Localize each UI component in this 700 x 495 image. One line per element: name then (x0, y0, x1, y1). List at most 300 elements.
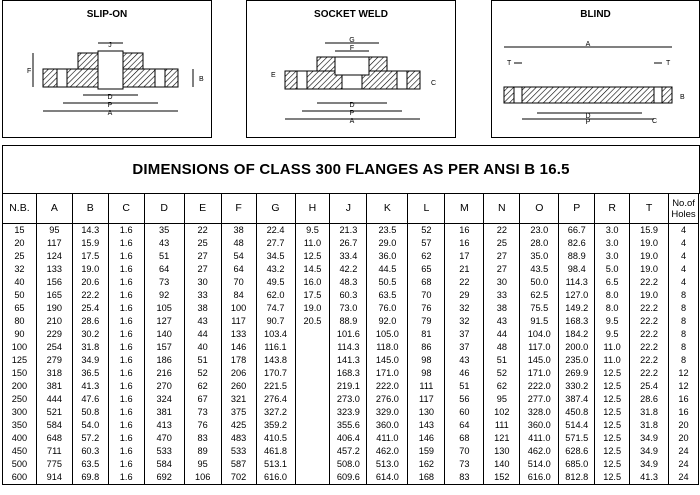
table-cell: 600 (3, 471, 37, 485)
socket-weld-title: SOCKET WELD (314, 9, 388, 20)
table-cell: 410.5 (256, 432, 295, 445)
table-cell: 127.0 (559, 289, 595, 302)
table-cell: 27.7 (256, 237, 295, 250)
table-cell: 168 (408, 471, 445, 485)
table-row (3, 445, 699, 458)
table-cell: 514.4 (559, 419, 595, 432)
table-cell: 37 (445, 341, 484, 354)
table-cell: 450 (3, 445, 37, 458)
table-cell: 83 (184, 432, 221, 445)
table-cell: 68 (408, 276, 445, 289)
table-cell: 19.0 (630, 263, 669, 276)
svg-text:B: B (199, 76, 204, 83)
table-cell: 914 (36, 471, 72, 485)
table-cell: 381 (36, 380, 72, 393)
table-cell: 254 (36, 341, 72, 354)
column-header: C (108, 194, 144, 224)
table-cell: 222.0 (367, 380, 408, 393)
table-cell: 279 (36, 354, 72, 367)
table-cell: 20.6 (72, 276, 108, 289)
column-header: M (445, 194, 484, 224)
table-cell: 117 (408, 393, 445, 406)
table-cell: 80 (3, 315, 37, 328)
table-cell: 40 (184, 341, 221, 354)
table-cell: 27 (484, 250, 520, 263)
socket-weld-diagram (246, 0, 456, 138)
table-cell: 75.5 (520, 302, 559, 315)
table-cell: 8.0 (595, 289, 630, 302)
table-cell: 90 (3, 328, 37, 341)
table-cell: 32 (445, 302, 484, 315)
table-cell: 40 (3, 276, 37, 289)
blind-diagram (491, 0, 700, 138)
slip-on-title: SLIP-ON (86, 9, 128, 20)
table-cell: 324 (144, 393, 184, 406)
table-cell: 73 (184, 406, 221, 419)
table-cell: 276.0 (367, 393, 408, 406)
table-cell: 70 (221, 276, 256, 289)
table-cell: 219.1 (330, 380, 367, 393)
column-header: T (630, 194, 669, 224)
table-cell: 62.5 (520, 289, 559, 302)
table-cell: 616.0 (256, 471, 295, 485)
table-cell: 29.0 (367, 237, 408, 250)
column-header: D (144, 194, 184, 224)
table-cell: 54.0 (72, 419, 108, 432)
svg-text:A: A (349, 118, 355, 125)
table-cell: 9.5 (595, 315, 630, 328)
table-cell: 521 (36, 406, 72, 419)
svg-text:E: E (271, 72, 276, 79)
table-cell: 36.0 (367, 250, 408, 263)
table-cell: 1.6 (108, 289, 144, 302)
table-cell: 125 (3, 354, 37, 367)
table-cell: 16 (445, 224, 484, 238)
table-cell: 25.4 (630, 380, 669, 393)
table-row (3, 406, 699, 419)
table-cell: 1.6 (108, 250, 144, 263)
table-cell: 8 (669, 315, 699, 328)
table-row (3, 393, 699, 406)
table-cell: 74.7 (256, 302, 295, 315)
table-cell: 190 (36, 302, 72, 315)
table-cell: 52 (484, 367, 520, 380)
table-cell: 4 (669, 250, 699, 263)
table-cell: 514.0 (520, 458, 559, 471)
table-cell: 38 (221, 224, 256, 238)
table-cell: 82.6 (559, 237, 595, 250)
table-cell: 21 (445, 263, 484, 276)
table-cell: 17 (445, 250, 484, 263)
column-header: N (484, 194, 520, 224)
table-cell: 330.2 (559, 380, 595, 393)
table-cell: 616.0 (520, 471, 559, 485)
table-cell: 98.4 (559, 263, 595, 276)
table-cell: 12.5 (595, 393, 630, 406)
table-cell: 22.2 (630, 328, 669, 341)
svg-text:T: T (666, 60, 671, 67)
table-cell: 57 (408, 237, 445, 250)
table-cell: 11.0 (595, 354, 630, 367)
table-cell: 30.2 (72, 328, 108, 341)
svg-text:A: A (585, 41, 591, 48)
table-cell: 15.9 (630, 224, 669, 238)
table-cell: 12.5 (595, 367, 630, 380)
table-cell: 8 (669, 289, 699, 302)
column-header: F (221, 194, 256, 224)
table-cell: 16 (445, 237, 484, 250)
table-cell: 21.3 (330, 224, 367, 238)
table-cell: 22.2 (630, 276, 669, 289)
table-cell: 406.4 (330, 432, 367, 445)
table-cell: 1.6 (108, 445, 144, 458)
table-cell: 79 (408, 315, 445, 328)
table-cell: 51 (184, 354, 221, 367)
table-cell: 4 (669, 263, 699, 276)
table-cell: 8 (669, 328, 699, 341)
table-cell: 400 (3, 432, 37, 445)
table-cell: 121 (484, 432, 520, 445)
table-cell: 685.0 (559, 458, 595, 471)
svg-text:G: G (349, 37, 355, 44)
table-cell: 159 (408, 445, 445, 458)
table-cell: 43 (144, 237, 184, 250)
table-cell: 24 (669, 471, 699, 485)
table-cell: 100 (221, 302, 256, 315)
table-cell: 1.6 (108, 393, 144, 406)
table-cell: 12.5 (595, 380, 630, 393)
table-cell: 102 (484, 406, 520, 419)
table-cell: 51 (144, 250, 184, 263)
table-cell: 41.3 (630, 471, 669, 485)
table-cell: 76.0 (367, 302, 408, 315)
table-cell: 37 (445, 328, 484, 341)
svg-text:D: D (349, 102, 355, 109)
table-cell: 90.7 (256, 315, 295, 328)
table-cell: 146 (408, 432, 445, 445)
table-cell: 68 (445, 432, 484, 445)
table-cell: 86 (408, 341, 445, 354)
table-cell: 222.0 (520, 380, 559, 393)
table-cell: 381 (144, 406, 184, 419)
table-cell: 157 (144, 341, 184, 354)
table-cell: 411.0 (367, 432, 408, 445)
table-cell: 184.2 (559, 328, 595, 341)
column-header: O (520, 194, 559, 224)
table-cell: 36.5 (72, 367, 108, 380)
table-cell: 648 (36, 432, 72, 445)
column-header: J (330, 194, 367, 224)
table-cell: 9.5 (295, 224, 330, 238)
svg-text:C: C (431, 80, 437, 87)
table-cell (295, 432, 330, 445)
column-header: H (295, 194, 330, 224)
table-cell (295, 380, 330, 393)
table-row (3, 328, 699, 341)
table-cell (295, 328, 330, 341)
table-cell: 11.0 (295, 237, 330, 250)
table-cell: 60 (445, 406, 484, 419)
table-cell: 1.6 (108, 237, 144, 250)
table-cell: 533 (221, 445, 256, 458)
table-cell: 25 (484, 237, 520, 250)
table-cell: 48 (221, 237, 256, 250)
table-cell: 32 (445, 315, 484, 328)
table-cell: 25 (3, 250, 37, 263)
table-cell: 83 (445, 471, 484, 485)
table-cell: 65 (3, 302, 37, 315)
table-row (3, 315, 699, 328)
table-cell: 34.9 (72, 354, 108, 367)
table-cell: 375 (221, 406, 256, 419)
table-cell (295, 406, 330, 419)
table-cell: 46 (445, 367, 484, 380)
table-cell: 276.4 (256, 393, 295, 406)
table-cell: 64 (144, 263, 184, 276)
table-cell: 92 (144, 289, 184, 302)
table-cell: 450.8 (559, 406, 595, 419)
table-cell: 51 (484, 354, 520, 367)
table-cell: 321 (221, 393, 256, 406)
table-cell: 1.6 (108, 406, 144, 419)
table-cell: 1.6 (108, 419, 144, 432)
table-cell: 19.0 (630, 250, 669, 263)
table-row (3, 354, 699, 367)
table-cell: 483 (221, 432, 256, 445)
table-cell: 17.5 (295, 289, 330, 302)
table-row (3, 276, 699, 289)
table-cell: 327.2 (256, 406, 295, 419)
table-cell: 178 (221, 354, 256, 367)
table-cell: 92.0 (367, 315, 408, 328)
table-cell: 65 (408, 263, 445, 276)
table-cell: 69.8 (72, 471, 108, 485)
table-cell: 73 (144, 276, 184, 289)
flange-diagrams (0, 0, 700, 140)
table-cell: 628.6 (559, 445, 595, 458)
table-cell: 56 (445, 393, 484, 406)
table-cell: 186 (144, 354, 184, 367)
table-cell: 20 (3, 237, 37, 250)
table-cell: 32 (3, 263, 37, 276)
table-cell: 95 (184, 458, 221, 471)
table-cell: 143 (408, 419, 445, 432)
table-cell: 133 (221, 328, 256, 341)
table-title: DIMENSIONS OF CLASS 300 FLANGES AS PER ANSI B 16.5 (2, 145, 700, 194)
table-cell: 359.2 (256, 419, 295, 432)
table-cell: 22.2 (630, 341, 669, 354)
table-cell: 27 (484, 263, 520, 276)
table-cell (295, 354, 330, 367)
table-cell: 62 (184, 380, 221, 393)
table-cell: 73 (445, 458, 484, 471)
table-cell: 22.4 (256, 224, 295, 238)
table-row (3, 289, 699, 302)
table-cell: 360.0 (367, 419, 408, 432)
table-cell: 30 (184, 276, 221, 289)
table-cell: 323.9 (330, 406, 367, 419)
table-cell: 22 (184, 224, 221, 238)
table-cell (295, 471, 330, 485)
table-cell: 28.6 (72, 315, 108, 328)
table-cell: 812.8 (559, 471, 595, 485)
table-cell: 116.1 (256, 341, 295, 354)
table-cell: 50.5 (367, 276, 408, 289)
table-cell (295, 367, 330, 380)
table-cell: 23.5 (367, 224, 408, 238)
table-cell: 229 (36, 328, 72, 341)
svg-text:B: B (680, 94, 685, 101)
table-cell: 104.0 (520, 328, 559, 341)
table-cell: 22.2 (630, 367, 669, 380)
table-cell (295, 393, 330, 406)
table-cell: 81 (408, 328, 445, 341)
table-cell: 206 (221, 367, 256, 380)
table-cell: 127 (144, 315, 184, 328)
table-cell: 775 (36, 458, 72, 471)
table-cell: 444 (36, 393, 72, 406)
table-cell: 88.9 (330, 315, 367, 328)
blind-drawing (492, 1, 699, 137)
table-cell: 51 (445, 380, 484, 393)
table-cell: 149.2 (559, 302, 595, 315)
table-cell: 508.0 (330, 458, 367, 471)
table-cell: 14.3 (72, 224, 108, 238)
table-cell: 117 (221, 315, 256, 328)
table-cell: 20 (669, 432, 699, 445)
svg-text:T: T (507, 60, 512, 67)
table-cell: 33 (484, 289, 520, 302)
table-row (3, 302, 699, 315)
table-cell: 22.2 (630, 315, 669, 328)
svg-text:P: P (585, 119, 591, 126)
table-cell: 1.6 (108, 315, 144, 328)
table-cell (295, 445, 330, 458)
table-cell: 9.5 (595, 328, 630, 341)
table-cell: 63.5 (367, 289, 408, 302)
table-cell: 66.7 (559, 224, 595, 238)
column-header: E (184, 194, 221, 224)
table-cell: 29 (445, 289, 484, 302)
table-cell: 15.9 (72, 237, 108, 250)
table-cell: 12.5 (595, 419, 630, 432)
table-cell: 8 (669, 341, 699, 354)
table-cell: 328.0 (520, 406, 559, 419)
column-header: K (367, 194, 408, 224)
table-cell: 8.0 (595, 302, 630, 315)
table-cell: 100 (3, 341, 37, 354)
table-cell: 43.5 (520, 263, 559, 276)
table-cell: 150 (3, 367, 37, 380)
table-cell: 12.5 (595, 471, 630, 485)
table-cell: 130 (484, 445, 520, 458)
table-cell: 6.5 (595, 276, 630, 289)
table-cell: 114.3 (559, 276, 595, 289)
table-cell: 70 (408, 289, 445, 302)
table-cell: 16.0 (295, 276, 330, 289)
table-cell (295, 341, 330, 354)
table-cell: 200 (3, 380, 37, 393)
table-cell: 1.6 (108, 354, 144, 367)
table-cell: 22 (484, 224, 520, 238)
svg-text:P: P (107, 102, 113, 109)
table-cell: 28.0 (520, 237, 559, 250)
table-cell: 67 (184, 393, 221, 406)
table-cell: 269.9 (559, 367, 595, 380)
table-cell: 350 (3, 419, 37, 432)
table-cell: 273.0 (330, 393, 367, 406)
table-cell: 89 (184, 445, 221, 458)
table-cell: 52 (184, 367, 221, 380)
table-cell: 171.0 (520, 367, 559, 380)
table-cell: 462.0 (520, 445, 559, 458)
table-cell: 28.6 (630, 393, 669, 406)
table-row (3, 367, 699, 380)
dimensions-table (2, 193, 699, 485)
table-cell: 19.0 (630, 289, 669, 302)
table-cell: 609.6 (330, 471, 367, 485)
column-header: N.B. (3, 194, 37, 224)
table-cell: 210 (36, 315, 72, 328)
table-cell: 500 (3, 458, 37, 471)
table-cell: 60.3 (72, 445, 108, 458)
table-cell: 49.5 (256, 276, 295, 289)
table-cell: 105.0 (367, 328, 408, 341)
table-cell: 16 (669, 393, 699, 406)
table-cell: 17.5 (72, 250, 108, 263)
table-cell: 165 (36, 289, 72, 302)
table-cell: 1.6 (108, 341, 144, 354)
table-cell: 1.6 (108, 224, 144, 238)
table-cell: 300 (3, 406, 37, 419)
table-cell: 101.6 (330, 328, 367, 341)
table-cell: 200.0 (559, 341, 595, 354)
table-cell: 1.6 (108, 276, 144, 289)
table-cell: 156 (36, 276, 72, 289)
table-cell: 14.5 (295, 263, 330, 276)
table-cell: 30 (484, 276, 520, 289)
table-cell: 1.6 (108, 432, 144, 445)
table-cell: 168.3 (559, 315, 595, 328)
table-cell: 60.3 (330, 289, 367, 302)
table-cell: 76 (184, 419, 221, 432)
table-cell: 50.8 (72, 406, 108, 419)
table-cell: 277.0 (520, 393, 559, 406)
table-cell (295, 458, 330, 471)
svg-text:D: D (585, 113, 591, 120)
svg-text:F: F (349, 45, 355, 52)
table-cell: 24 (669, 458, 699, 471)
table-cell: 62.0 (256, 289, 295, 302)
table-cell: 1.6 (108, 471, 144, 485)
table-cell: 111 (408, 380, 445, 393)
table-cell: 584 (144, 458, 184, 471)
table-row (3, 419, 699, 432)
table-row (3, 432, 699, 445)
svg-text:D: D (107, 94, 113, 101)
table-cell: 41.3 (72, 380, 108, 393)
table-cell: 34.9 (630, 432, 669, 445)
slip-on-drawing (3, 1, 211, 137)
table-cell: 1.6 (108, 302, 144, 315)
blind-title: BLIND (580, 9, 611, 20)
table-cell: 145.0 (367, 354, 408, 367)
table-row (3, 237, 699, 250)
table-cell: 16 (669, 406, 699, 419)
table-cell: 170.7 (256, 367, 295, 380)
table-cell: 411.0 (520, 432, 559, 445)
column-header: No.of Holes (669, 194, 699, 224)
